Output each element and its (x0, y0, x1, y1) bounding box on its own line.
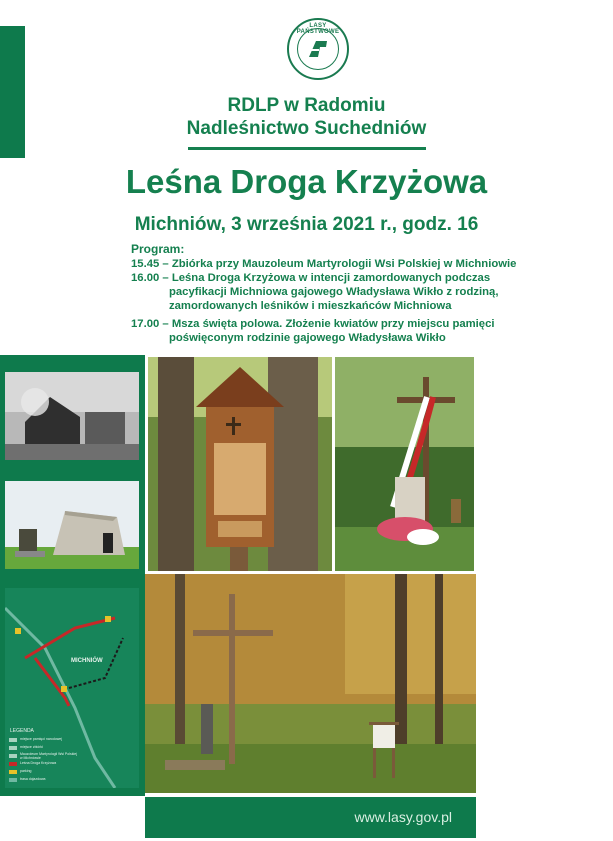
program-item-1: 15.45 – Zbiórka przy Mauzoleum Martyrologii Wsi Polskiej w Michniowie (131, 258, 517, 270)
mausoleum-photo (5, 481, 139, 569)
lp-monogram-icon (307, 39, 329, 59)
page-title: Leśna Droga Krzyżowa (125, 163, 488, 200)
cross-with-flag-photo (335, 357, 474, 571)
logo-text: LASY PAŃSTWOWE (296, 23, 340, 35)
event-date-line: Michniów, 3 września 2021 r., godz. 16 (134, 214, 479, 235)
map-legend-item: miejsce pamięci narodowej (20, 737, 63, 741)
program-item-2-cont-2: zamordowanych leśników i mieszkańców Michniowa (169, 300, 452, 312)
route-map (5, 588, 139, 788)
map-legend-title: LEGENDA (10, 728, 34, 734)
program-label: Program: (131, 242, 185, 256)
forest-cross-photo (145, 574, 476, 793)
historic-village-photo (5, 372, 139, 460)
footer-bar (145, 797, 476, 838)
map-legend-item: Mauzoleum Martyrologii Wsi Polskiej w Michniowie (20, 752, 77, 760)
program-item-3-cont-1: poświęconym rodzinie gajowego Władysława Wikło (169, 332, 446, 344)
program-item-2-cont-1: pacyfikacji Michniowa gajowego Władysława Wikło z rodziną, (169, 286, 499, 298)
program-item-2: 16.00 – Leśna Droga Krzyżowa w intencji zamordowanych podczas (131, 272, 491, 284)
map-legend-item: Leśna Droga Krzyżowa (20, 761, 57, 765)
program-item-3: 17.00 – Msza święta polowa. Złożenie kwiatów przy miejscu pamięci (131, 318, 495, 330)
map-legend-item: parking (20, 769, 32, 773)
lasy-panstwowe-logo (287, 18, 349, 80)
org-line-1: RDLP w Radomiu (227, 95, 386, 116)
website-link[interactable]: www.lasy.gov.pl (354, 809, 452, 825)
wayside-shrine-photo (148, 357, 332, 571)
org-line-2: Nadleśnictwo Suchedniów (186, 118, 427, 139)
map-town-label: MICHNIÓW (71, 658, 103, 664)
map-legend-item: miejsce zbiórki (20, 745, 43, 749)
header-divider (188, 147, 426, 150)
map-legend-item: trasa dojazdowa (20, 777, 46, 781)
